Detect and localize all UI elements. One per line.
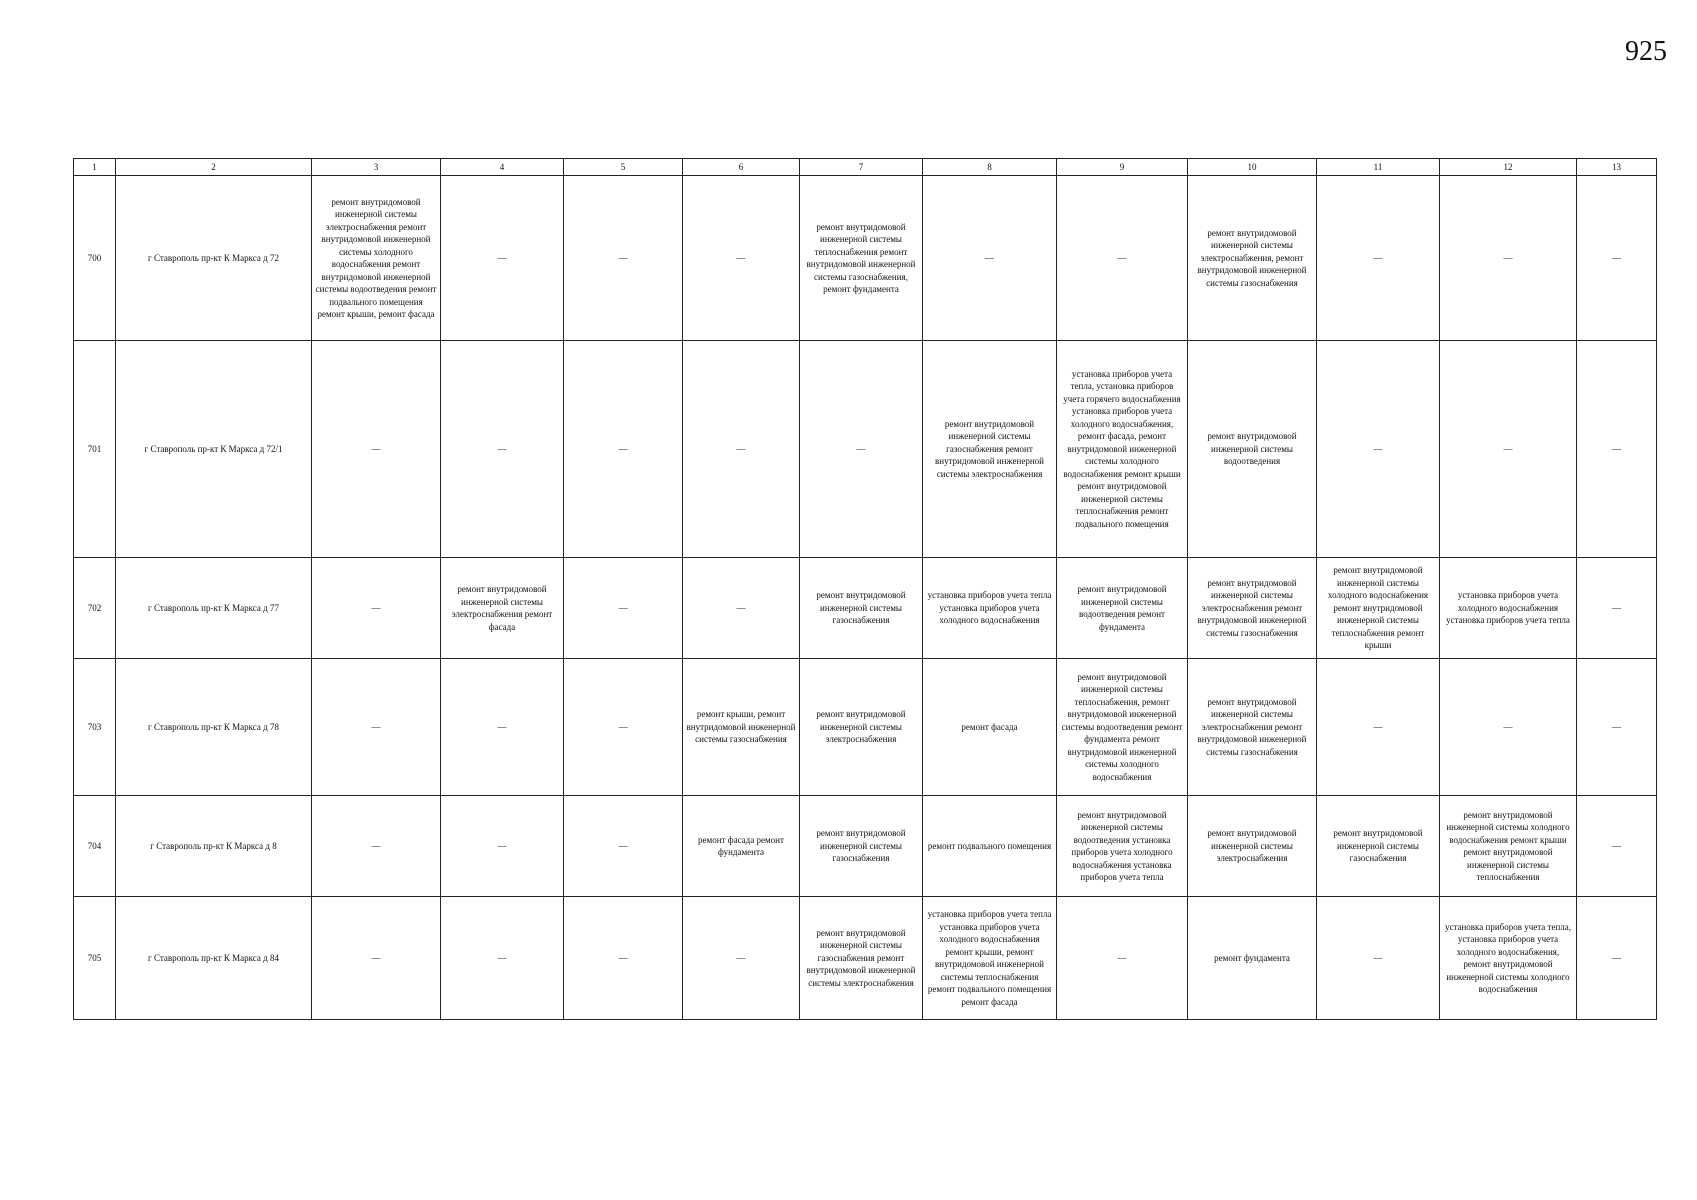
empty-cell: — bbox=[1440, 176, 1577, 341]
empty-cell: — bbox=[564, 897, 683, 1020]
work-cell: ремонт фасада ремонт фундамента bbox=[683, 796, 800, 897]
work-cell: ремонт внутридомовой инженерной системы газоснабжения ремонт внутридомовой инженерной системы электроснабжения bbox=[923, 341, 1057, 558]
work-cell: ремонт внутридомовой инженерной системы электроснабжения bbox=[1188, 796, 1317, 897]
work-cell: ремонт внутридомовой инженерной системы электроснабжения ремонт внутридомовой инженерной системы газоснабжения bbox=[1188, 558, 1317, 659]
work-cell: ремонт внутридомовой инженерной системы водоотведения bbox=[1188, 341, 1317, 558]
row-number: 700 bbox=[74, 176, 116, 341]
empty-cell: — bbox=[441, 796, 564, 897]
table-row bbox=[74, 659, 1657, 796]
work-cell: ремонт подвального помещения bbox=[923, 796, 1057, 897]
empty-cell: — bbox=[312, 341, 441, 558]
work-cell: установка приборов учета тепла, установка приборов учета горячего водоснабжения установка приборов учета холодного водоснабжения, ремонт фасада, ремонт внутридомовой инженерной системы холодного водоснабжения ремонт крыши ремонт внутридомовой инженерной системы теплоснабжения ремонт подвального помещения bbox=[1057, 341, 1188, 558]
column-header: 13 bbox=[1577, 159, 1657, 176]
column-header: 3 bbox=[312, 159, 441, 176]
column-header: 6 bbox=[683, 159, 800, 176]
empty-cell: — bbox=[683, 558, 800, 659]
empty-cell: — bbox=[441, 897, 564, 1020]
work-cell: ремонт внутридомовой инженерной системы газоснабжения bbox=[800, 796, 923, 897]
column-header: 1 bbox=[74, 159, 116, 176]
empty-cell: — bbox=[1577, 796, 1657, 897]
empty-cell: — bbox=[1440, 341, 1577, 558]
empty-cell: — bbox=[564, 558, 683, 659]
address-cell: г Ставрополь пр-кт К Маркса д 72 bbox=[116, 176, 312, 341]
column-header: 2 bbox=[116, 159, 312, 176]
work-cell: ремонт внутридомовой инженерной системы газоснабжения ремонт внутридомовой инженерной системы электроснабжения bbox=[800, 897, 923, 1020]
work-cell: ремонт фасада bbox=[923, 659, 1057, 796]
work-cell: ремонт внутридомовой инженерной системы холодного водоснабжения ремонт крыши ремонт внутридомовой инженерной системы теплоснабжения bbox=[1440, 796, 1577, 897]
work-cell: ремонт внутридомовой инженерной системы электроснабжения ремонт внутридомовой инженерной системы холодного водоснабжения ремонт внутридомовой инженерной системы водоотведения ремонт подвального помещения ремонт крыши, ремонт фасада bbox=[312, 176, 441, 341]
empty-cell: — bbox=[441, 341, 564, 558]
empty-cell: — bbox=[1317, 659, 1440, 796]
empty-cell: — bbox=[1577, 897, 1657, 1020]
work-cell: ремонт фундамента bbox=[1188, 897, 1317, 1020]
column-header: 7 bbox=[800, 159, 923, 176]
column-number-row bbox=[74, 159, 1657, 176]
address-cell: г Ставрополь пр-кт К Маркса д 84 bbox=[116, 897, 312, 1020]
empty-cell: — bbox=[312, 659, 441, 796]
work-cell: ремонт внутридомовой инженерной системы газоснабжения bbox=[800, 558, 923, 659]
address-cell: г Ставрополь пр-кт К Маркса д 8 bbox=[116, 796, 312, 897]
table-row bbox=[74, 897, 1657, 1020]
column-header: 10 bbox=[1188, 159, 1317, 176]
work-cell: ремонт внутридомовой инженерной системы электроснабжения bbox=[800, 659, 923, 796]
empty-cell: — bbox=[312, 558, 441, 659]
empty-cell: — bbox=[1057, 176, 1188, 341]
empty-cell: — bbox=[1440, 659, 1577, 796]
empty-cell: — bbox=[441, 176, 564, 341]
work-cell: ремонт внутридомовой инженерной системы водоотведения ремонт фундамента bbox=[1057, 558, 1188, 659]
empty-cell: — bbox=[1317, 341, 1440, 558]
column-header: 5 bbox=[564, 159, 683, 176]
row-number: 703 bbox=[74, 659, 116, 796]
empty-cell: — bbox=[683, 897, 800, 1020]
work-cell: ремонт внутридомовой инженерной системы холодного водоснабжения ремонт внутридомовой инженерной системы теплоснабжения ремонт крыши bbox=[1317, 558, 1440, 659]
empty-cell: — bbox=[564, 176, 683, 341]
empty-cell: — bbox=[312, 897, 441, 1020]
table-row bbox=[74, 341, 1657, 558]
empty-cell: — bbox=[1577, 659, 1657, 796]
empty-cell: — bbox=[1577, 341, 1657, 558]
row-number: 705 bbox=[74, 897, 116, 1020]
empty-cell: — bbox=[800, 341, 923, 558]
empty-cell: — bbox=[1577, 558, 1657, 659]
empty-cell: — bbox=[683, 341, 800, 558]
work-cell: ремонт внутридомовой инженерной системы теплоснабжения, ремонт внутридомовой инженерной системы водоотведения ремонт фундамента ремонт внутридомовой инженерной системы холодного водоснабжения bbox=[1057, 659, 1188, 796]
work-cell: ремонт внутридомовой инженерной системы водоотведения установка приборов учета холодного водоснабжения установка приборов учета тепла bbox=[1057, 796, 1188, 897]
work-cell: ремонт внутридомовой инженерной системы электроснабжения, ремонт внутридомовой инженерной системы газоснабжения bbox=[1188, 176, 1317, 341]
address-cell: г Ставрополь пр-кт К Маркса д 77 bbox=[116, 558, 312, 659]
row-number: 704 bbox=[74, 796, 116, 897]
work-cell: установка приборов учета тепла установка приборов учета холодного водоснабжения bbox=[923, 558, 1057, 659]
empty-cell: — bbox=[564, 341, 683, 558]
column-header: 11 bbox=[1317, 159, 1440, 176]
work-cell: установка приборов учета тепла установка приборов учета холодного водоснабжения ремонт крыши, ремонт внутридомовой инженерной системы теплоснабжения ремонт подвального помещения ремонт фасада bbox=[923, 897, 1057, 1020]
work-cell: ремонт внутридомовой инженерной системы теплоснабжения ремонт внутридомовой инженерной системы газоснабжения, ремонт фундамента bbox=[800, 176, 923, 341]
empty-cell: — bbox=[923, 176, 1057, 341]
column-header: 8 bbox=[923, 159, 1057, 176]
page-number: 925 bbox=[1625, 36, 1667, 67]
table-row bbox=[74, 796, 1657, 897]
row-number: 702 bbox=[74, 558, 116, 659]
address-cell: г Ставрополь пр-кт К Маркса д 72/1 bbox=[116, 341, 312, 558]
row-number: 701 bbox=[74, 341, 116, 558]
empty-cell: — bbox=[1057, 897, 1188, 1020]
work-cell: установка приборов учета тепла, установка приборов учета холодного водоснабжения, ремонт внутридомовой инженерной системы холодного водоснабжения bbox=[1440, 897, 1577, 1020]
empty-cell: — bbox=[1317, 176, 1440, 341]
work-cell: ремонт внутридомовой инженерной системы электроснабжения ремонт внутридомовой инженерной системы газоснабжения bbox=[1188, 659, 1317, 796]
column-header: 12 bbox=[1440, 159, 1577, 176]
repair-schedule-table bbox=[73, 158, 1657, 1020]
empty-cell: — bbox=[1317, 897, 1440, 1020]
work-cell: ремонт внутридомовой инженерной системы электроснабжения ремонт фасада bbox=[441, 558, 564, 659]
table-row bbox=[74, 176, 1657, 341]
empty-cell: — bbox=[564, 659, 683, 796]
empty-cell: — bbox=[441, 659, 564, 796]
empty-cell: — bbox=[564, 796, 683, 897]
work-cell: ремонт внутридомовой инженерной системы газоснабжения bbox=[1317, 796, 1440, 897]
address-cell: г Ставрополь пр-кт К Маркса д 78 bbox=[116, 659, 312, 796]
empty-cell: — bbox=[312, 796, 441, 897]
empty-cell: — bbox=[1577, 176, 1657, 341]
table-row bbox=[74, 558, 1657, 659]
empty-cell: — bbox=[683, 176, 800, 341]
work-cell: ремонт крыши, ремонт внутридомовой инженерной системы газоснабжения bbox=[683, 659, 800, 796]
column-header: 4 bbox=[441, 159, 564, 176]
column-header: 9 bbox=[1057, 159, 1188, 176]
work-cell: установка приборов учета холодного водоснабжения установка приборов учета тепла bbox=[1440, 558, 1577, 659]
